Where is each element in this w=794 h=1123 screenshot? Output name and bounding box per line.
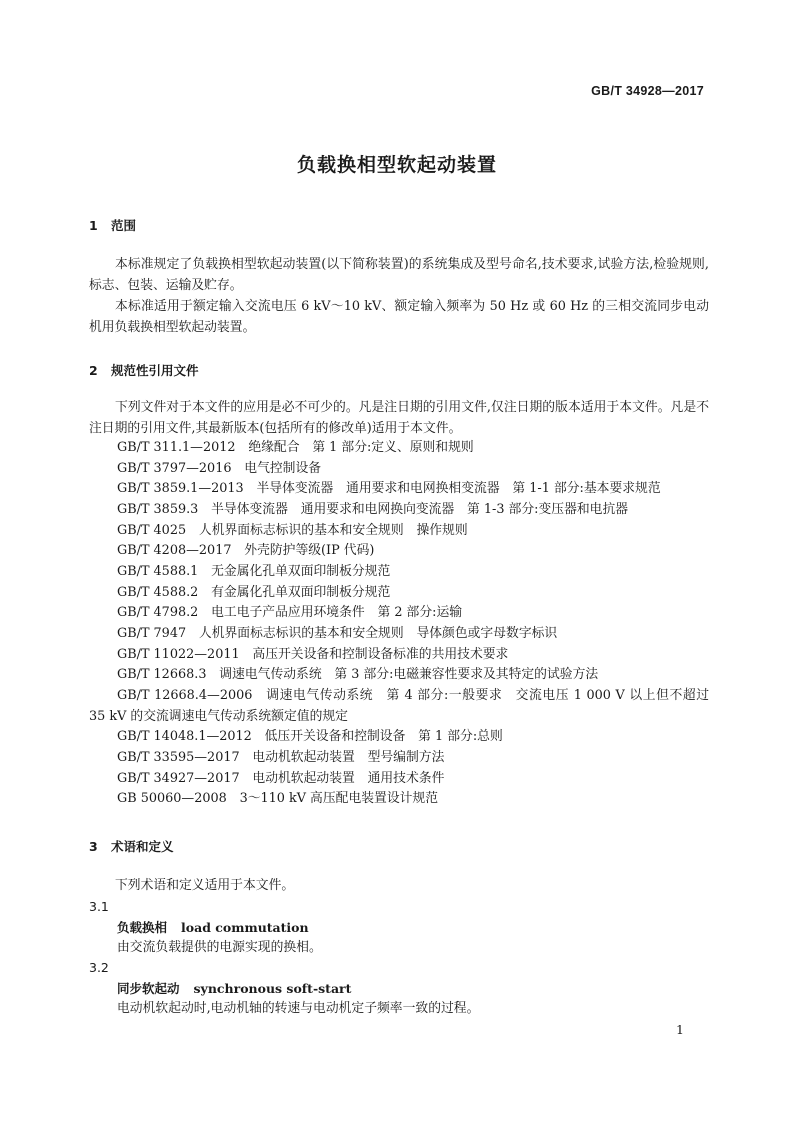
- reference-item: GB/T 311.1—2012 绝缘配合 第 1 部分:定义、原则和规则: [117, 440, 474, 455]
- section-heading-terms-and-definitions: [89, 837, 174, 855]
- reference-item: GB/T 4025 人机界面标志标识的基本和安全规则 操作规则: [117, 522, 468, 538]
- term-entry: [89, 897, 709, 959]
- reference-item: GB/T 33595—2017 电动机软起动装置 型号编制方法: [117, 749, 445, 765]
- page-number: 1: [676, 1022, 684, 1037]
- term-definition: 电动机软起动时,电动机轴的转速与电动机定子频率一致的过程。: [117, 1001, 480, 1016]
- scope-text: [89, 254, 709, 338]
- paragraph: 下列术语和定义适用于本文件。: [115, 878, 295, 893]
- section-heading-normative-references: [89, 361, 199, 379]
- section-title: 范围: [111, 218, 137, 233]
- document-title: 负载换相型软起动装置: [296, 154, 497, 176]
- section-title: 规范性引用文件: [111, 363, 199, 378]
- paragraph: 下列文件对于本文件的应用是必不可少的。凡是注日期的引用文件,仅注日期的版本适用于本文件。凡是不注日期的引用文件,其最新版本(包括所有的修改单)适用于本文件。: [89, 400, 709, 436]
- standard-number: GB/T 34928—2017: [591, 84, 704, 98]
- reference-item: GB/T 12668.4—2006 调速电气传动系统 第 4 部分:一般要求 交流电压 1 000 V 以上但不超过 35 kV 的交流调速电气传动系统额定值的规定: [89, 687, 709, 724]
- section-number: 2: [89, 363, 98, 378]
- term-entry: [89, 958, 709, 1020]
- reference-item: GB/T 14048.1—2012 低压开关设备和控制设备 第 1 部分:总则: [117, 729, 503, 745]
- paragraph: 本标准适用于额定输入交流电压 6 kV～10 kV、额定输入频率为 50 Hz 或 60 Hz 的三相交流同步电动机用负载换相型软起动装置。: [89, 299, 709, 335]
- reference-list: [89, 438, 709, 810]
- reference-item: GB/T 7947 人机界面标志标识的基本和安全规则 导体颜色或字母数字标识: [117, 625, 558, 641]
- reference-item: GB/T 12668.3 调速电气传动系统 第 3 部分:电磁兼容性要求及其特定的试验方法: [117, 667, 599, 683]
- reference-item: GB/T 11022—2011 高压开关设备和控制设备标准的共用技术要求: [117, 646, 509, 662]
- term-name: [89, 918, 709, 939]
- reference-item: GB/T 3797—2016 电气控制设备: [117, 460, 322, 476]
- term-name-en: synchronous soft-start: [193, 980, 352, 996]
- references-intro: [89, 398, 709, 439]
- term-number: 3.1: [89, 899, 109, 914]
- section-number: 1: [89, 218, 98, 233]
- reference-item: GB/T 3859.3 半导体变流器 通用要求和电网换向变流器 第 1-3 部分:变压器和电抗器: [117, 501, 629, 517]
- reference-item: GB/T 4588.2 有金属化孔单双面印制板分规范: [117, 584, 391, 600]
- terms-intro: [89, 875, 709, 896]
- term-name-cn: 负载换相: [117, 919, 168, 935]
- term-number: 3.2: [89, 960, 109, 975]
- section-number: 3: [89, 839, 98, 854]
- section-title: 术语和定义: [111, 839, 174, 854]
- term-definition: 由交流负载提供的电源实现的换相。: [117, 940, 322, 955]
- reference-item: GB/T 34927—2017 电动机软起动装置 通用技术条件: [117, 770, 445, 786]
- term-name-en: load commutation: [181, 919, 309, 935]
- term-name-cn: 同步软起动: [117, 980, 180, 996]
- reference-item: GB 50060—2008 3～110 kV 高压配电装置设计规范: [117, 791, 439, 807]
- reference-item: GB/T 4208—2017 外壳防护等级(IP 代码): [117, 543, 375, 559]
- term-name: [89, 979, 709, 1000]
- section-heading-scope: [89, 216, 136, 234]
- reference-item: GB/T 4588.1 无金属化孔单双面印制板分规范: [117, 563, 391, 579]
- reference-item: GB/T 3859.1—2013 半导体变流器 通用要求和电网换相变流器 第 1-1 部分:基本要求规范: [117, 481, 661, 497]
- reference-item: GB/T 4798.2 电工电子产品应用环境条件 第 2 部分:运输: [117, 605, 463, 621]
- paragraph: 本标准规定了负载换相型软起动装置(以下简称装置)的系统集成及型号命名,技术要求,试验方法,检验规则,标志、包装、运输及贮存。: [89, 257, 709, 293]
